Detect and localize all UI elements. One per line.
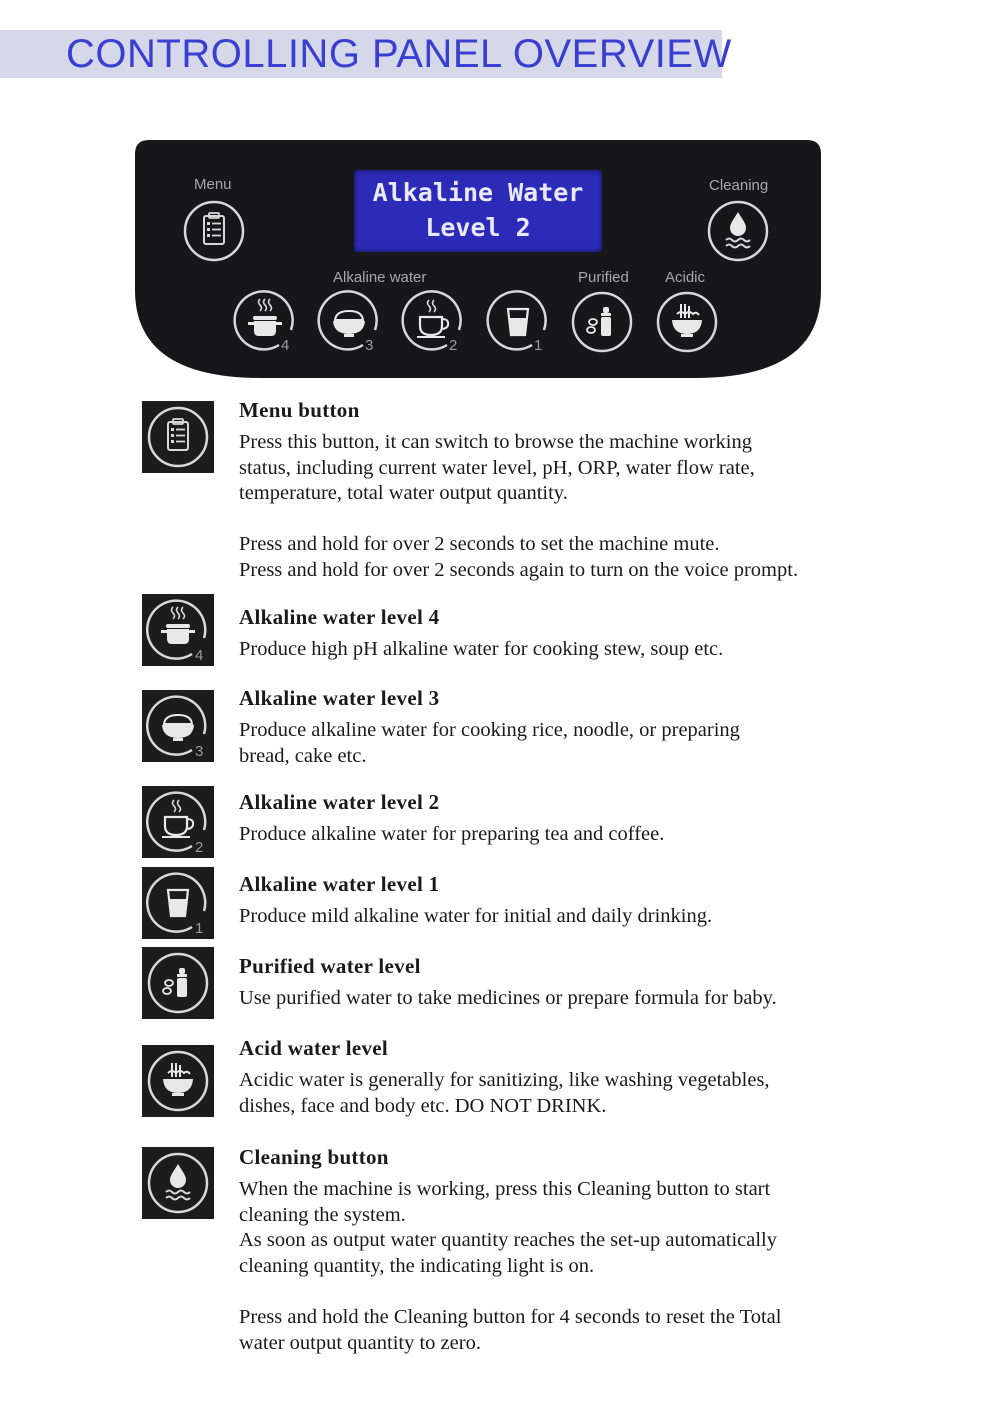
item-title: Acid water level (239, 1036, 389, 1060)
item-title: Alkaline water level 2 (239, 790, 440, 814)
cleaning-label: Cleaning (709, 177, 769, 194)
alkaline-3-icon-box (142, 690, 214, 762)
item-title: Purified water level (239, 954, 421, 978)
washing-basin-icon (655, 290, 719, 354)
baby-bottle-icon (570, 290, 634, 354)
item-description: Produce alkaline water for preparing tea and coffee. (239, 823, 665, 845)
lcd-line-1: Alkaline Water (372, 178, 584, 207)
coffee-cup-icon (401, 290, 465, 354)
cleaning-drop-icon (142, 1147, 214, 1219)
item-description: Produce mild alkaline water for initial and daily drinking. (239, 905, 713, 927)
item-title: Alkaline water level 1 (239, 872, 440, 896)
menu-button[interactable] (182, 199, 246, 263)
item-title: Alkaline water level 4 (239, 605, 440, 629)
rice-bowl-icon (142, 690, 214, 762)
item-description: Use purified water to take medicines or prepare formula for baby. (239, 987, 777, 1009)
level-number: 4 (281, 337, 290, 354)
page-title: CONTROLLING PANEL OVERVIEW (66, 32, 732, 76)
coffee-cup-icon (142, 786, 214, 858)
rice-bowl-icon (317, 290, 381, 354)
alkaline-level-2-button[interactable] (401, 290, 465, 354)
level-number: 3 (195, 743, 204, 760)
item-description: Produce high pH alkaline water for cooking stew, soup etc. (239, 638, 724, 660)
alkaline-level-1-button[interactable] (486, 290, 550, 354)
control-panel (135, 140, 821, 378)
menu-clipboard-icon (142, 401, 214, 473)
item-title: Alkaline water level 3 (239, 686, 440, 710)
menu-label: Menu (194, 176, 232, 193)
acid-icon-box (142, 1045, 214, 1117)
cleaning-button[interactable] (706, 199, 770, 263)
item-description: Acidic water is generally for sanitizing, like washing vegetables, dishes, face and body etc. DO NOT DRINK. (239, 1069, 770, 1117)
level-number: 1 (195, 920, 204, 937)
alkaline-1-icon-box (142, 867, 214, 939)
stew-pot-icon (142, 594, 214, 666)
lcd-line-2: Level 2 (425, 213, 531, 242)
level-number: 2 (195, 839, 204, 856)
item-title: Menu button (239, 398, 360, 422)
stew-pot-icon (233, 290, 297, 354)
baby-bottle-icon (142, 947, 214, 1019)
alkaline-2-icon-box (142, 786, 214, 858)
level-number: 3 (365, 337, 374, 354)
acidic-label: Acidic (665, 269, 706, 286)
alkaline-level-4-button[interactable] (233, 290, 297, 354)
level-number: 4 (195, 647, 204, 664)
cleaning-icon-box (142, 1147, 214, 1219)
level-number: 1 (534, 337, 543, 354)
water-glass-icon (486, 290, 550, 354)
item-description: Press this button, it can switch to browse the machine working status, including current water level, pH, ORP, water flow rate, temperature, total water output quantity. Press and hold for over 2 seconds to set the machine mute. Press and hold for over 2 seconds again to turn on the voice prompt. (239, 431, 799, 581)
purified-button[interactable] (570, 290, 634, 354)
purified-icon-box (142, 947, 214, 1019)
purified-label: Purified (578, 269, 629, 286)
item-description: Produce alkaline water for cooking rice, noodle, or preparing bread, cake etc. (239, 719, 740, 767)
cleaning-drop-icon (706, 199, 770, 263)
lcd-display (354, 170, 602, 252)
menu-clipboard-icon (182, 199, 246, 263)
item-description: When the machine is working, press this Cleaning button to start cleaning the system. As soon as output water quantity reaches the set-up automatically cleaning quantity, the indicating light is on. Press and hold the Cleaning button for 4 seconds to reset the Total water output quantity to zero. (239, 1178, 782, 1354)
washing-basin-icon (142, 1045, 214, 1117)
menu-icon-box (142, 401, 214, 473)
alkaline-level-3-button[interactable] (317, 290, 381, 354)
acidic-button[interactable] (655, 290, 719, 354)
item-title: Cleaning button (239, 1145, 389, 1169)
alkaline-water-label: Alkaline water (333, 269, 427, 286)
level-number: 2 (449, 337, 458, 354)
alkaline-4-icon-box (142, 594, 214, 666)
water-glass-icon (142, 867, 214, 939)
